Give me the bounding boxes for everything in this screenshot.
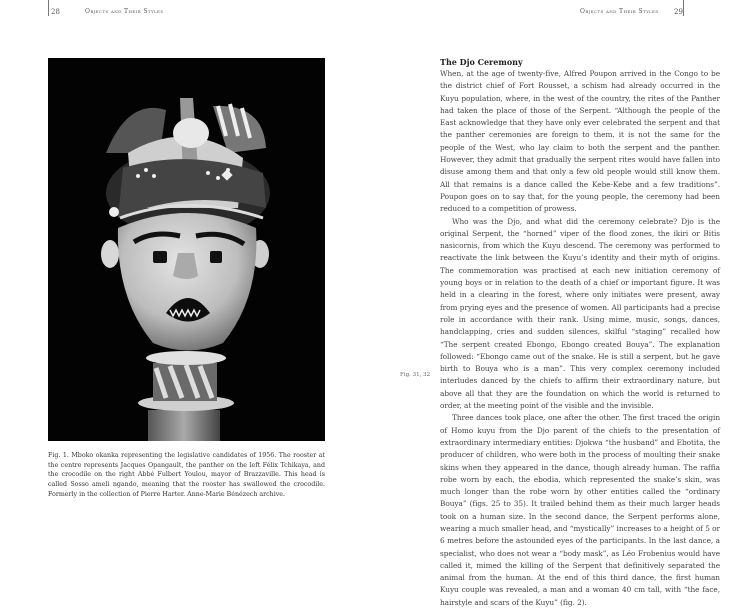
right-page-number: 29 <box>674 8 683 16</box>
section-heading: The Djo Ceremony <box>440 57 523 67</box>
figure-caption: Fig. 1. Mboko okanka representing the legislative candidates of 1956. The rooster at the centre represents Jacques Opangault, the panther on the left Félix Tchikaya, and the crocodile on the right Abbé Fulbert Youlou, mayor of Brazzaville. This head is called Sosso ameli ngando, meaning that the rooster has swallowed the crocodile. Formerly in the collection of Pierre Harter. Anne-Marie Bénézech archive. <box>48 452 325 498</box>
article-column <box>440 56 720 609</box>
paragraph-2: Who was the Djo, and what did the ceremony celebrate? Djo is the original Serpent, the “horned” viper of the flood zones, the ikiri or Bitis nasicornis, from which the Kuyu descend. The ceremony was performed to reactivate the link between the Kuyu’s identity and their myth of origins. The commemoration was practised at each new initiation ceremony of young boys or in relation to the death of a chief or important figure. It was held in a clearing in the forest, where only initiates were present, away from prying eyes and the presence of women. All participants had a precise role in accordance with their rank. Using mime, music, songs, dances, handclapping, cries and sudden silences, skilful “staging” recalled how “The serpent created Ebongo, Ebongo created Bouya”. The explanation followed: “Ebongo came out of the snake. He is still a serpent, but he gave birth to Bouya who is a man”. This very complex ceremony included interludes danced by the chiefs to affirm their extraordinary nature, but above all that they are the foundation on which the world is returned to order, at the meeting point of the visible and the invisible. <box>440 216 720 411</box>
header-rule-right <box>683 0 684 16</box>
margin-figure-reference: Fig. 31, 32 <box>400 372 431 378</box>
paragraph-1: When, at the age of twenty-five, Alfred Poupon arrived in the Congo to be the district chief of Fort Rousset, a schism had already occurred in the Kuyu population, where, in the west of the country, the rites of the Panther had taken the place of those of the Serpent. “Although the people of the East acknowledge that they have only ever celebrated the serpent and that the panther ceremonies are foreign to them, it is not the same for the people of the West, who lay claim to both the serpent and the panther. However, they admit that gradually the serpent rites would have fallen into disuse among them and that only a few old people would still know them. All that remains is a dance called the Kebe-Kebe and a few traditions”. Poupon goes on to say that, for the young people, the ceremony had been reduced to a competition of prowess. <box>440 69 720 214</box>
paragraph-3: Three dances took place, one after the other. The first traced the origin of Homo kuyu from the Djo parent of the chiefs to the presentation of extraordinary intermediary entities: Djokwa “the husband” and Ebotita, the producer of children, who were both in the process of moulting their snake skins when they appeared in the dance, though already human. The raffia robe worn by each, the ebodia, which represented the snake’s skin, was much longer than the robe worn by other entities called the “ordinary Bouya” (figs. 25 to 35). It trailed behind them as their much larger heads took on a human size. In the second dance, the Serpent performs alone, wearing a much smaller head, and “mystically” increases to a height of 5 or 6 metres before the astounded eyes of the participants. In the last dance, a specialist, who does not wear a “body mask”, as Léo Frobenius would have called it, mimed the killing of the Serpent that definitively separated the animal from the human. At the end of this third dance, the first human Kuyu couple was revealed, a man and a woman 40 cm tall, with “the face, hairstyle and scars of the Kuyu” (fig. 2). <box>440 413 720 607</box>
left-page-number: 28 <box>51 8 60 16</box>
mask-photograph <box>48 58 325 441</box>
header-rule-left <box>48 0 49 16</box>
right-running-title: Objects and Their Styles <box>580 8 659 15</box>
left-running-title: Objects and Their Styles <box>85 8 164 15</box>
mask-image <box>48 58 325 441</box>
